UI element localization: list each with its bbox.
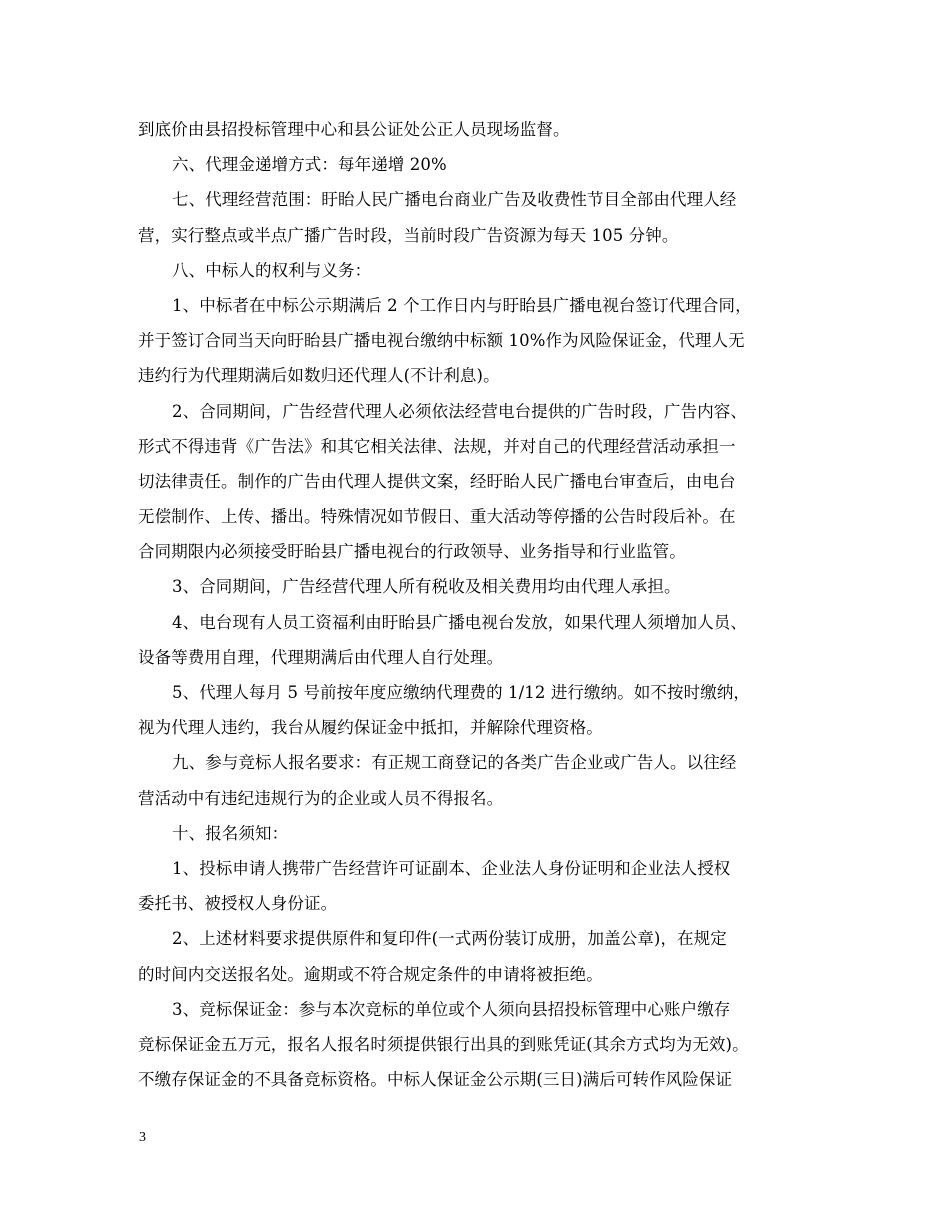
text-line: 七、代理经营范围：盱眙人民广播电台商业广告及收费性节目全部由代理人经 [172, 190, 737, 210]
text-line: 的时间内交送报名处。逾期或不符合规定条件的申请将被拒绝。 [138, 964, 603, 984]
text-line: 到底价由县招投标管理中心和县公证处公正人员现场监督。 [138, 120, 570, 139]
text-line: 形式不得违背《广告法》和其它相关法律、法规，并对自己的代理经营活动承担一 [138, 436, 736, 456]
text-line: 视为代理人违约，我台从履约保证金中抵扣，并解除代理资格。 [138, 718, 603, 738]
text-line: 八、中标人的权利与义务： [172, 260, 372, 280]
text-line: 六、代理金递增方式：每年递增 20% [172, 155, 447, 175]
text-line: 3、合同期间，广告经营代理人所有税收及相关费用均由代理人承担。 [172, 577, 681, 597]
text-line: 违约行为代理期满后如数归还代理人(不计利息)。 [138, 366, 500, 386]
text-line: 合同期限内必须接受盱眙县广播电视台的行政领导、业务指导和行业监管。 [138, 542, 686, 562]
document-body [138, 112, 814, 1097]
text-line: 无偿制作、上传、播出。特殊情况如节假日、重大活动等停播的公告时段后补。在 [138, 507, 736, 527]
text-line: 1、中标者在中标公示期满后 2 个工作日内与盱眙县广播电视台签订代理合同， [172, 295, 752, 315]
text-line: 1、投标申请人携带广告经营许可证副本、企业法人身份证明和企业法人授权 [172, 858, 731, 878]
text-line: 委托书、被授权人身份证。 [138, 894, 338, 914]
text-line: 3、竞标保证金：参与本次竞标的单位或个人须向县招投标管理中心账户缴存 [172, 999, 731, 1019]
text-line: 切法律责任。制作的广告由代理人提供文案，经盱眙人民广播电台审查后，由电台 [138, 471, 736, 491]
text-line: 2、合同期间，广告经营代理人必须依法经营电台提供的广告时段，广告内容、 [172, 401, 747, 421]
text-line: 九、参与竞标人报名要求：有正规工商登记的各类广告企业或广告人。以往经 [172, 753, 737, 773]
text-line: 竞标保证金五万元，报名人报名时须提供银行出具的到账凭证(其余方式均为无效)。 [138, 1034, 749, 1054]
text-line: 并于签订合同当天向盱眙县广播电视台缴纳中标额 10%作为风险保证金，代理人无 [138, 331, 745, 351]
text-line: 4、电台现有人员工资福利由盱眙县广播电视台发放，如果代理人须增加人员、 [172, 612, 747, 632]
text-line: 十、报名须知： [172, 823, 289, 843]
text-line: 设备等费用自理，代理期满后由代理人自行处理。 [138, 647, 504, 667]
text-line: 不缴存保证金的不具备竞标资格。中标人保证金公示期(三日)满后可转作风险保证 [138, 1070, 733, 1090]
text-line: 营，实行整点或半点广播广告时段，当前时段广告资源为每天 105 分钟。 [138, 225, 679, 245]
text-line: 2、上述材料要求提供原件和复印件(一式两份装订成册，加盖公章)，在规定 [172, 929, 727, 949]
page-number: 3 [139, 1130, 146, 1145]
text-line: 营活动中有违纪违规行为的企业或人员不得报名。 [138, 788, 504, 808]
text-line: 5、代理人每月 5 号前按年度应缴纳代理费的 1/12 进行缴纳。如不按时缴纳， [172, 683, 751, 702]
